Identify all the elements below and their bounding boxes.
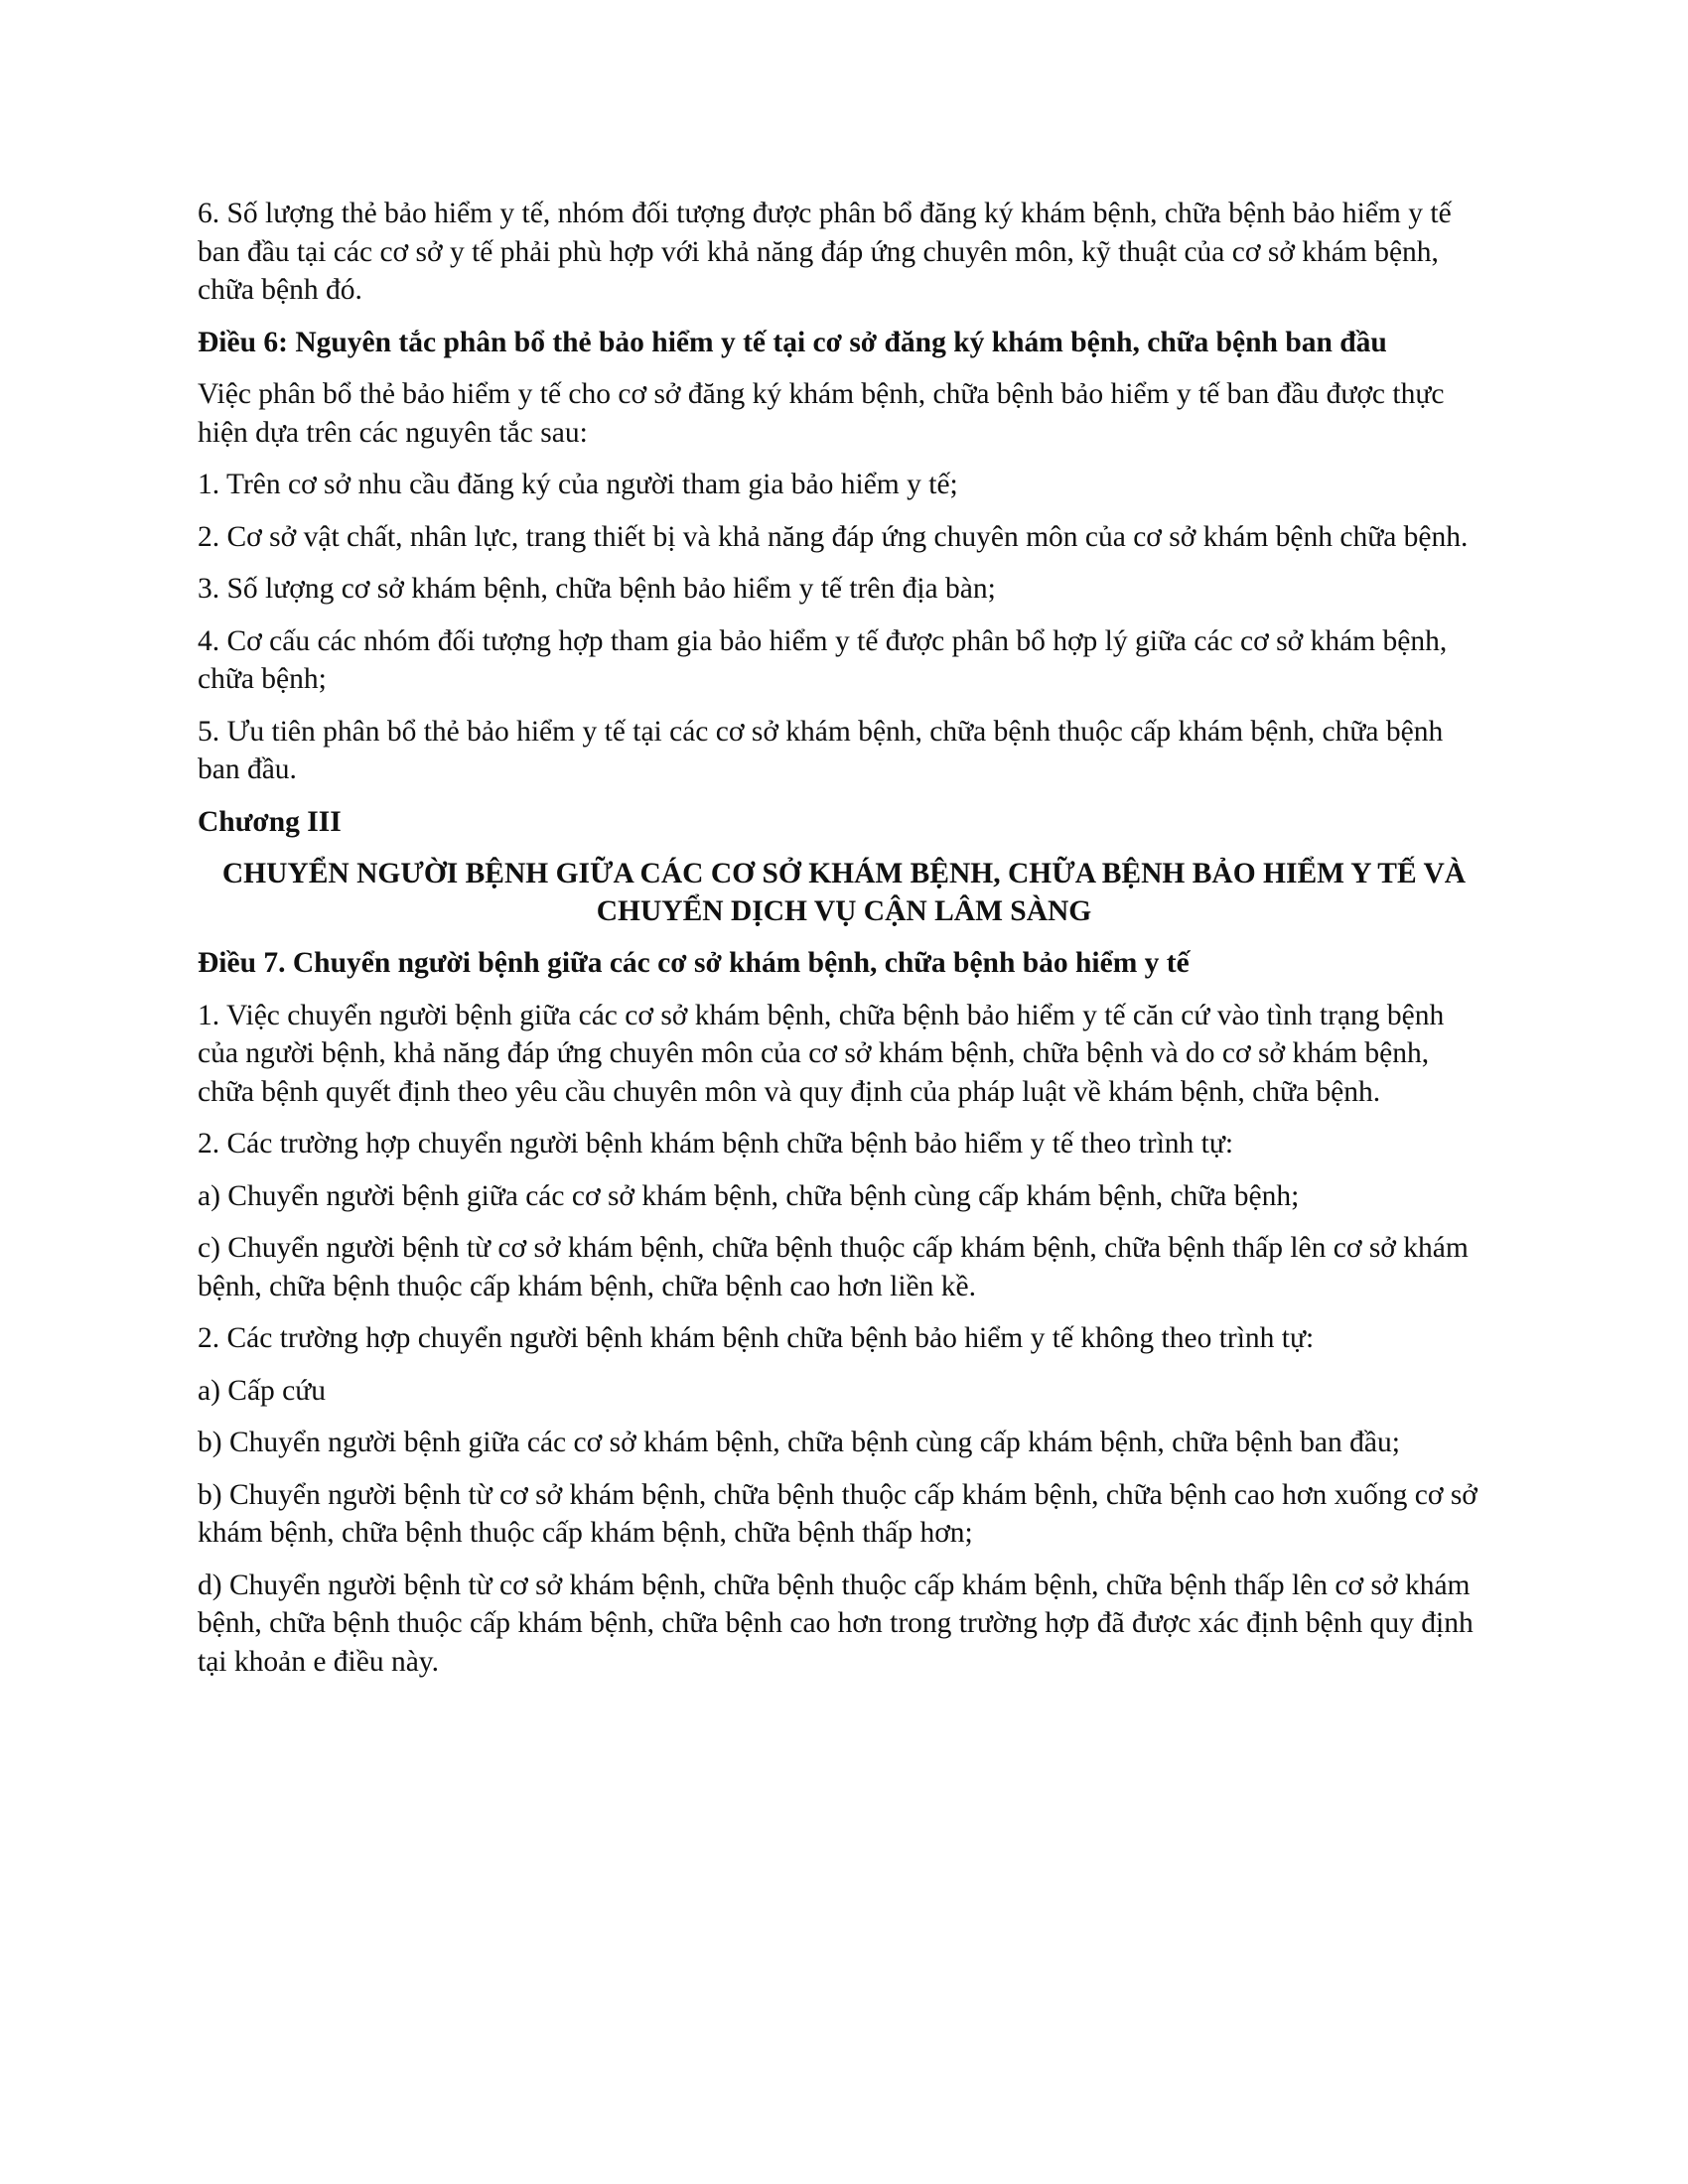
article-7-clause-3a: a) Cấp cứu (198, 1374, 327, 1407)
article-6-item-1: 1. Trên cơ sở nhu cầu đăng ký của người tham gia bảo hiểm y tế; (198, 469, 958, 500)
article-6-item-4: 4. Cơ cấu các nhóm đối tượng hợp tham gia bảo hiểm y tế được phân bổ hợp lý giữa các cơ sở khám bệnh, chữa bệnh; (198, 624, 1448, 695)
article-7-clause-3: 2. Các trường hợp chuyển người bệnh khám bệnh chữa bệnh bảo hiểm y tế không theo trình tự: (198, 1322, 1315, 1354)
article-6-heading: Điều 6: Nguyên tắc phân bổ thẻ bảo hiểm y tế tại cơ sở đăng ký khám bệnh, chữa bệnh ban đầu (198, 326, 1387, 358)
article-7-clause-3b-2: b) Chuyển người bệnh từ cơ sở khám bệnh, chữa bệnh thuộc cấp khám bệnh, chữa bệnh cao hơn xuống cơ sở khám bệnh, chữa bệnh thuộc cấp khám bệnh, chữa bệnh thấp hơn; (198, 1478, 1477, 1549)
chapter-label: Chương III (198, 805, 342, 838)
paragraph-item-6: 6. Số lượng thẻ bảo hiểm y tế, nhóm đối tượng được phân bổ đăng ký khám bệnh, chữa bệnh bảo hiểm y tế ban đầu tại các cơ sở y tế phải phù hợp với khả năng đáp ứng chuyên môn, kỹ thuật của cơ sở khám bệnh, chữa bệnh đó. (198, 198, 1452, 306)
article-7-clause-2: 2. Các trường hợp chuyển người bệnh khám bệnh chữa bệnh bảo hiểm y tế theo trình tự: (198, 1128, 1234, 1160)
article-6-item-2: 2. Cơ sở vật chất, nhân lực, trang thiết bị và khả năng đáp ứng chuyên môn của cơ sở khám bệnh chữa bệnh. (198, 520, 1469, 553)
chapter-title: CHUYỂN NGƯỜI BỆNH GIỮA CÁC CƠ SỞ KHÁM BỆNH, CHỮA BỆNH BẢO HIỂM Y TẾ VÀ CHUYỂN DỊCH VỤ CẬN LÂM SÀNG (221, 858, 1467, 927)
article-7-clause-3b-1: b) Chuyển người bệnh giữa các cơ sở khám bệnh, chữa bệnh cùng cấp khám bệnh, chữa bệnh ban đầu; (198, 1427, 1400, 1458)
article-6-intro: Việc phân bổ thẻ bảo hiểm y tế cho cơ sở đăng ký khám bệnh, chữa bệnh bảo hiểm y tế ban đầu được thực hiện dựa trên các nguyên tắc sau: (198, 378, 1445, 449)
article-7-clause-2c: c) Chuyển người bệnh từ cơ sở khám bệnh, chữa bệnh thuộc cấp khám bệnh, chữa bệnh thấp lên cơ sở khám bệnh, chữa bệnh thuộc cấp khám bệnh, chữa bệnh cao hơn liền kề. (198, 1232, 1469, 1302)
article-7-clause-3d: d) Chuyển người bệnh từ cơ sở khám bệnh, chữa bệnh thuộc cấp khám bệnh, chữa bệnh thấp lên cơ sở khám bệnh, chữa bệnh thuộc cấp khám bệnh, chữa bệnh cao hơn trong trường hợp đã được xác định bệnh quy định tại khoản e điều này. (198, 1569, 1474, 1678)
article-7-clause-2a: a) Chuyển người bệnh giữa các cơ sở khám bệnh, chữa bệnh cùng cấp khám bệnh, chữa bệnh; (198, 1179, 1300, 1212)
article-6-item-5: 5. Ưu tiên phân bổ thẻ bảo hiểm y tế tại các cơ sở khám bệnh, chữa bệnh thuộc cấp khám bệnh, chữa bệnh ban đầu. (198, 715, 1444, 785)
article-6-item-3: 3. Số lượng cơ sở khám bệnh, chữa bệnh bảo hiểm y tế trên địa bàn; (198, 573, 996, 605)
article-7-clause-1: 1. Việc chuyển người bệnh giữa các cơ sở khám bệnh, chữa bệnh bảo hiểm y tế căn cứ vào tình trạng bệnh của người bệnh, khả năng đáp ứng chuyên môn của cơ sở khám bệnh, chữa bệnh và do cơ sở khám bệnh, chữa bệnh quyết định theo yêu cầu chuyên môn và quy định của pháp luật về khám bệnh, chữa bệnh. (198, 999, 1445, 1108)
document-page (198, 195, 1490, 1695)
article-7-heading: Điều 7. Chuyển người bệnh giữa các cơ sở khám bệnh, chữa bệnh bảo hiểm y tế (198, 947, 1190, 979)
